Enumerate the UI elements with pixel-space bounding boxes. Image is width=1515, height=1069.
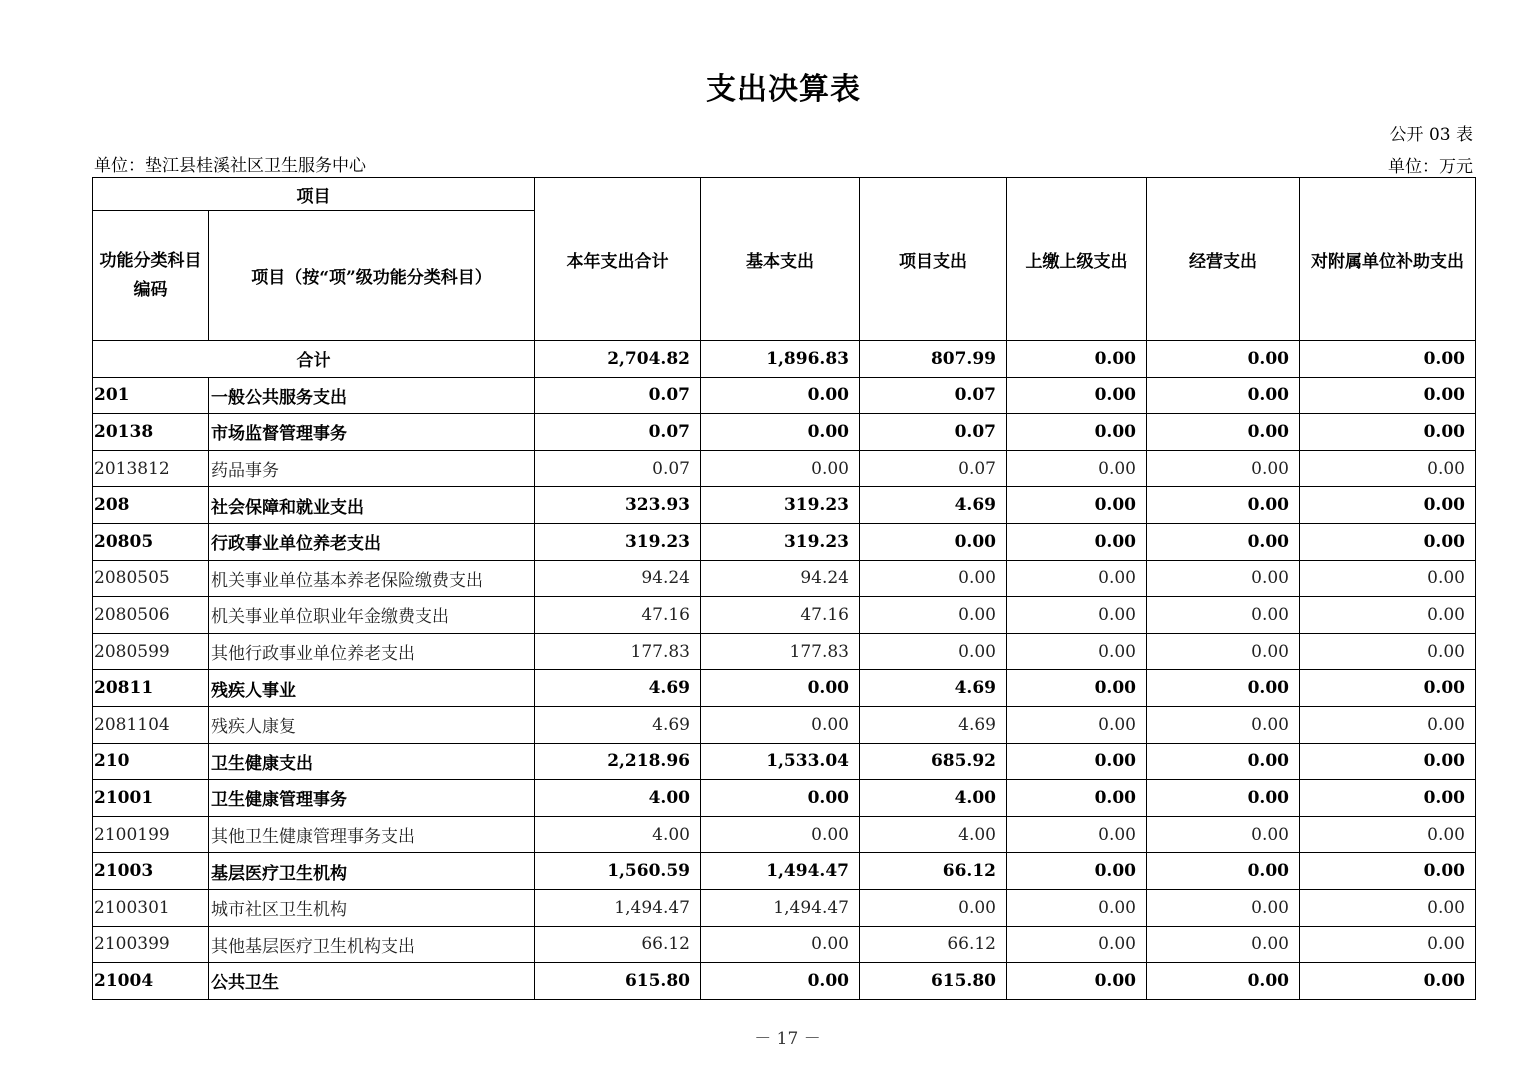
row-value: 0.00: [1007, 597, 1147, 634]
table-row: [93, 780, 1476, 817]
table-row: [93, 450, 1476, 487]
row-value: 0.00: [701, 816, 860, 853]
row-value: 0.00: [1300, 816, 1476, 853]
table-row: [93, 889, 1476, 926]
row-value: 0.00: [701, 450, 860, 487]
row-name: 卫生健康支出: [209, 743, 535, 780]
row-value: 0.00: [1147, 889, 1300, 926]
form-number: 公开 03 表: [1389, 125, 1473, 145]
row-value: 0.00: [1300, 963, 1476, 1000]
row-value: 0.00: [860, 889, 1007, 926]
row-value: 4.69: [535, 706, 701, 743]
header-project: 项目支出: [860, 178, 1007, 341]
table-row: [93, 560, 1476, 597]
row-value: 2,218.96: [535, 743, 701, 780]
row-name: 基层医疗卫生机构: [209, 853, 535, 890]
row-value: 0.07: [535, 377, 701, 414]
row-value: 0.00: [1007, 487, 1147, 524]
row-value: 0.00: [1300, 743, 1476, 780]
row-name: 卫生健康管理事务: [209, 780, 535, 817]
total-label: 合计: [93, 341, 535, 378]
reporting-unit: 单位：垫江县桂溪社区卫生服务中心: [94, 156, 366, 176]
row-value: 0.00: [1147, 487, 1300, 524]
table-row: [93, 597, 1476, 634]
row-value: 0.00: [1007, 853, 1147, 890]
row-name: 其他卫生健康管理事务支出: [209, 816, 535, 853]
row-value: 0.00: [1147, 450, 1300, 487]
row-name: 其他行政事业单位养老支出: [209, 633, 535, 670]
row-code: 201: [93, 377, 209, 414]
row-code: 2080506: [93, 597, 209, 634]
row-value: 615.80: [535, 963, 701, 1000]
row-value: 0.00: [1147, 633, 1300, 670]
row-value: 0.00: [1300, 889, 1476, 926]
row-code: 2100199: [93, 816, 209, 853]
row-value: 66.12: [860, 853, 1007, 890]
table-header: [93, 178, 1476, 341]
table-body: [93, 341, 1476, 1000]
row-name: 社会保障和就业支出: [209, 487, 535, 524]
row-value: 0.00: [1007, 926, 1147, 963]
row-value: 319.23: [701, 523, 860, 560]
row-value: 0.00: [1007, 523, 1147, 560]
row-value: 0.00: [1300, 487, 1476, 524]
row-value: 4.69: [860, 670, 1007, 707]
table-row: [93, 963, 1476, 1000]
row-value: 0.00: [1300, 560, 1476, 597]
row-code: 2100301: [93, 889, 209, 926]
row-name: 残疾人事业: [209, 670, 535, 707]
row-value: 4.00: [535, 780, 701, 817]
row-value: 177.83: [701, 633, 860, 670]
row-value: 0.00: [1007, 706, 1147, 743]
table-row: [93, 377, 1476, 414]
row-name: 行政事业单位养老支出: [209, 523, 535, 560]
row-value: 47.16: [535, 597, 701, 634]
total-cell: 1,896.83: [701, 341, 860, 378]
row-value: 0.07: [860, 450, 1007, 487]
row-code: 2080505: [93, 560, 209, 597]
row-name: 公共卫生: [209, 963, 535, 1000]
row-name: 药品事务: [209, 450, 535, 487]
row-value: 0.00: [1147, 377, 1300, 414]
row-value: 4.69: [860, 487, 1007, 524]
row-value: 66.12: [535, 926, 701, 963]
row-value: 1,560.59: [535, 853, 701, 890]
row-value: 1,494.47: [701, 853, 860, 890]
row-value: 0.00: [701, 706, 860, 743]
header-basic: 基本支出: [701, 178, 860, 341]
row-value: 0.00: [1300, 853, 1476, 890]
row-value: 0.00: [1300, 414, 1476, 451]
row-code: 208: [93, 487, 209, 524]
row-value: 1,494.47: [701, 889, 860, 926]
row-value: 0.00: [1007, 414, 1147, 451]
table-row: [93, 487, 1476, 524]
total-cell: 0.00: [1147, 341, 1300, 378]
row-value: 0.00: [1147, 414, 1300, 451]
row-value: 0.00: [1007, 670, 1147, 707]
header-subsidy: 对附属单位补助支出: [1300, 178, 1476, 341]
row-value: 94.24: [701, 560, 860, 597]
row-code: 210: [93, 743, 209, 780]
row-code: 21001: [93, 780, 209, 817]
row-value: 0.00: [701, 780, 860, 817]
row-value: 0.00: [1147, 706, 1300, 743]
total-cell: 0.00: [1007, 341, 1147, 378]
total-cell: 0.00: [1300, 341, 1476, 378]
row-value: 0.07: [860, 377, 1007, 414]
row-value: 0.00: [1147, 523, 1300, 560]
row-value: 0.00: [1300, 706, 1476, 743]
header-item: 项目: [93, 178, 535, 211]
row-value: 0.00: [701, 377, 860, 414]
row-value: 0.00: [1300, 670, 1476, 707]
row-value: 0.00: [860, 633, 1007, 670]
row-code: 21003: [93, 853, 209, 890]
row-value: 0.00: [701, 963, 860, 1000]
row-value: 0.07: [535, 450, 701, 487]
row-value: 0.00: [701, 670, 860, 707]
header-upper: 上缴上级支出: [1007, 178, 1147, 341]
table-row: [93, 633, 1476, 670]
total-cell: 807.99: [860, 341, 1007, 378]
row-name: 城市社区卫生机构: [209, 889, 535, 926]
row-value: 0.00: [1147, 670, 1300, 707]
row-value: 0.00: [1007, 963, 1147, 1000]
currency-unit: 单位：万元: [1388, 157, 1473, 177]
row-value: 177.83: [535, 633, 701, 670]
expenditure-table: [92, 177, 1476, 1000]
row-code: 2013812: [93, 450, 209, 487]
header-business: 经营支出: [1147, 178, 1300, 341]
row-value: 685.92: [860, 743, 1007, 780]
row-value: 0.00: [1300, 523, 1476, 560]
row-code: 21004: [93, 963, 209, 1000]
row-name: 一般公共服务支出: [209, 377, 535, 414]
table-row: [93, 523, 1476, 560]
row-code: 20811: [93, 670, 209, 707]
row-name: 机关事业单位基本养老保险缴费支出: [209, 560, 535, 597]
table-row: [93, 706, 1476, 743]
table-row: [93, 926, 1476, 963]
row-value: 0.00: [1007, 450, 1147, 487]
row-value: 1,494.47: [535, 889, 701, 926]
row-value: 4.69: [535, 670, 701, 707]
row-value: 4.00: [860, 816, 1007, 853]
row-value: 0.00: [1147, 853, 1300, 890]
row-name: 残疾人康复: [209, 706, 535, 743]
row-value: 0.00: [1300, 926, 1476, 963]
row-code: 2100399: [93, 926, 209, 963]
row-value: 0.00: [1147, 816, 1300, 853]
table-row: [93, 414, 1476, 451]
row-value: 4.00: [535, 816, 701, 853]
row-name: 市场监督管理事务: [209, 414, 535, 451]
header-name: 项目（按“项”级功能分类科目）: [209, 211, 535, 341]
row-code: 2080599: [93, 633, 209, 670]
row-value: 0.07: [860, 414, 1007, 451]
row-value: 0.00: [1300, 780, 1476, 817]
row-value: 94.24: [535, 560, 701, 597]
row-value: 0.00: [860, 597, 1007, 634]
row-value: 0.00: [1300, 597, 1476, 634]
row-value: 0.00: [1147, 560, 1300, 597]
row-value: 0.00: [1300, 450, 1476, 487]
row-value: 0.00: [1007, 889, 1147, 926]
row-value: 323.93: [535, 487, 701, 524]
row-code: 20138: [93, 414, 209, 451]
row-name: 其他基层医疗卫生机构支出: [209, 926, 535, 963]
row-value: 0.00: [1007, 633, 1147, 670]
row-value: 0.00: [1147, 926, 1300, 963]
row-value: 0.00: [1147, 963, 1300, 1000]
row-value: 0.00: [1007, 560, 1147, 597]
row-value: 0.00: [860, 560, 1007, 597]
row-value: 0.00: [1147, 743, 1300, 780]
row-value: 0.00: [1300, 377, 1476, 414]
row-name: 机关事业单位职业年金缴费支出: [209, 597, 535, 634]
row-value: 0.00: [701, 414, 860, 451]
table-row: [93, 816, 1476, 853]
row-value: 0.00: [860, 523, 1007, 560]
row-value: 0.00: [1147, 597, 1300, 634]
row-value: 0.00: [1147, 780, 1300, 817]
row-value: 1,533.04: [701, 743, 860, 780]
row-value: 66.12: [860, 926, 1007, 963]
row-value: 0.00: [1007, 377, 1147, 414]
total-cell: 2,704.82: [535, 341, 701, 378]
row-value: 47.16: [701, 597, 860, 634]
table-row: [93, 743, 1476, 780]
row-value: 0.00: [1007, 743, 1147, 780]
row-value: 319.23: [701, 487, 860, 524]
row-value: 319.23: [535, 523, 701, 560]
row-value: 4.00: [860, 780, 1007, 817]
page-title: 支出决算表: [706, 72, 861, 107]
row-code: 2081104: [93, 706, 209, 743]
header-code: 功能分类科目编码: [93, 211, 209, 341]
row-code: 20805: [93, 523, 209, 560]
row-value: 0.00: [1300, 633, 1476, 670]
row-value: 0.00: [701, 926, 860, 963]
total-row: [93, 341, 1476, 378]
table-row: [93, 853, 1476, 890]
row-value: 0.00: [1007, 780, 1147, 817]
table-row: [93, 670, 1476, 707]
row-value: 0.07: [535, 414, 701, 451]
page-number: － 17 －: [754, 1029, 821, 1049]
row-value: 0.00: [1007, 816, 1147, 853]
row-value: 615.80: [860, 963, 1007, 1000]
row-value: 4.69: [860, 706, 1007, 743]
header-total: 本年支出合计: [535, 178, 701, 341]
